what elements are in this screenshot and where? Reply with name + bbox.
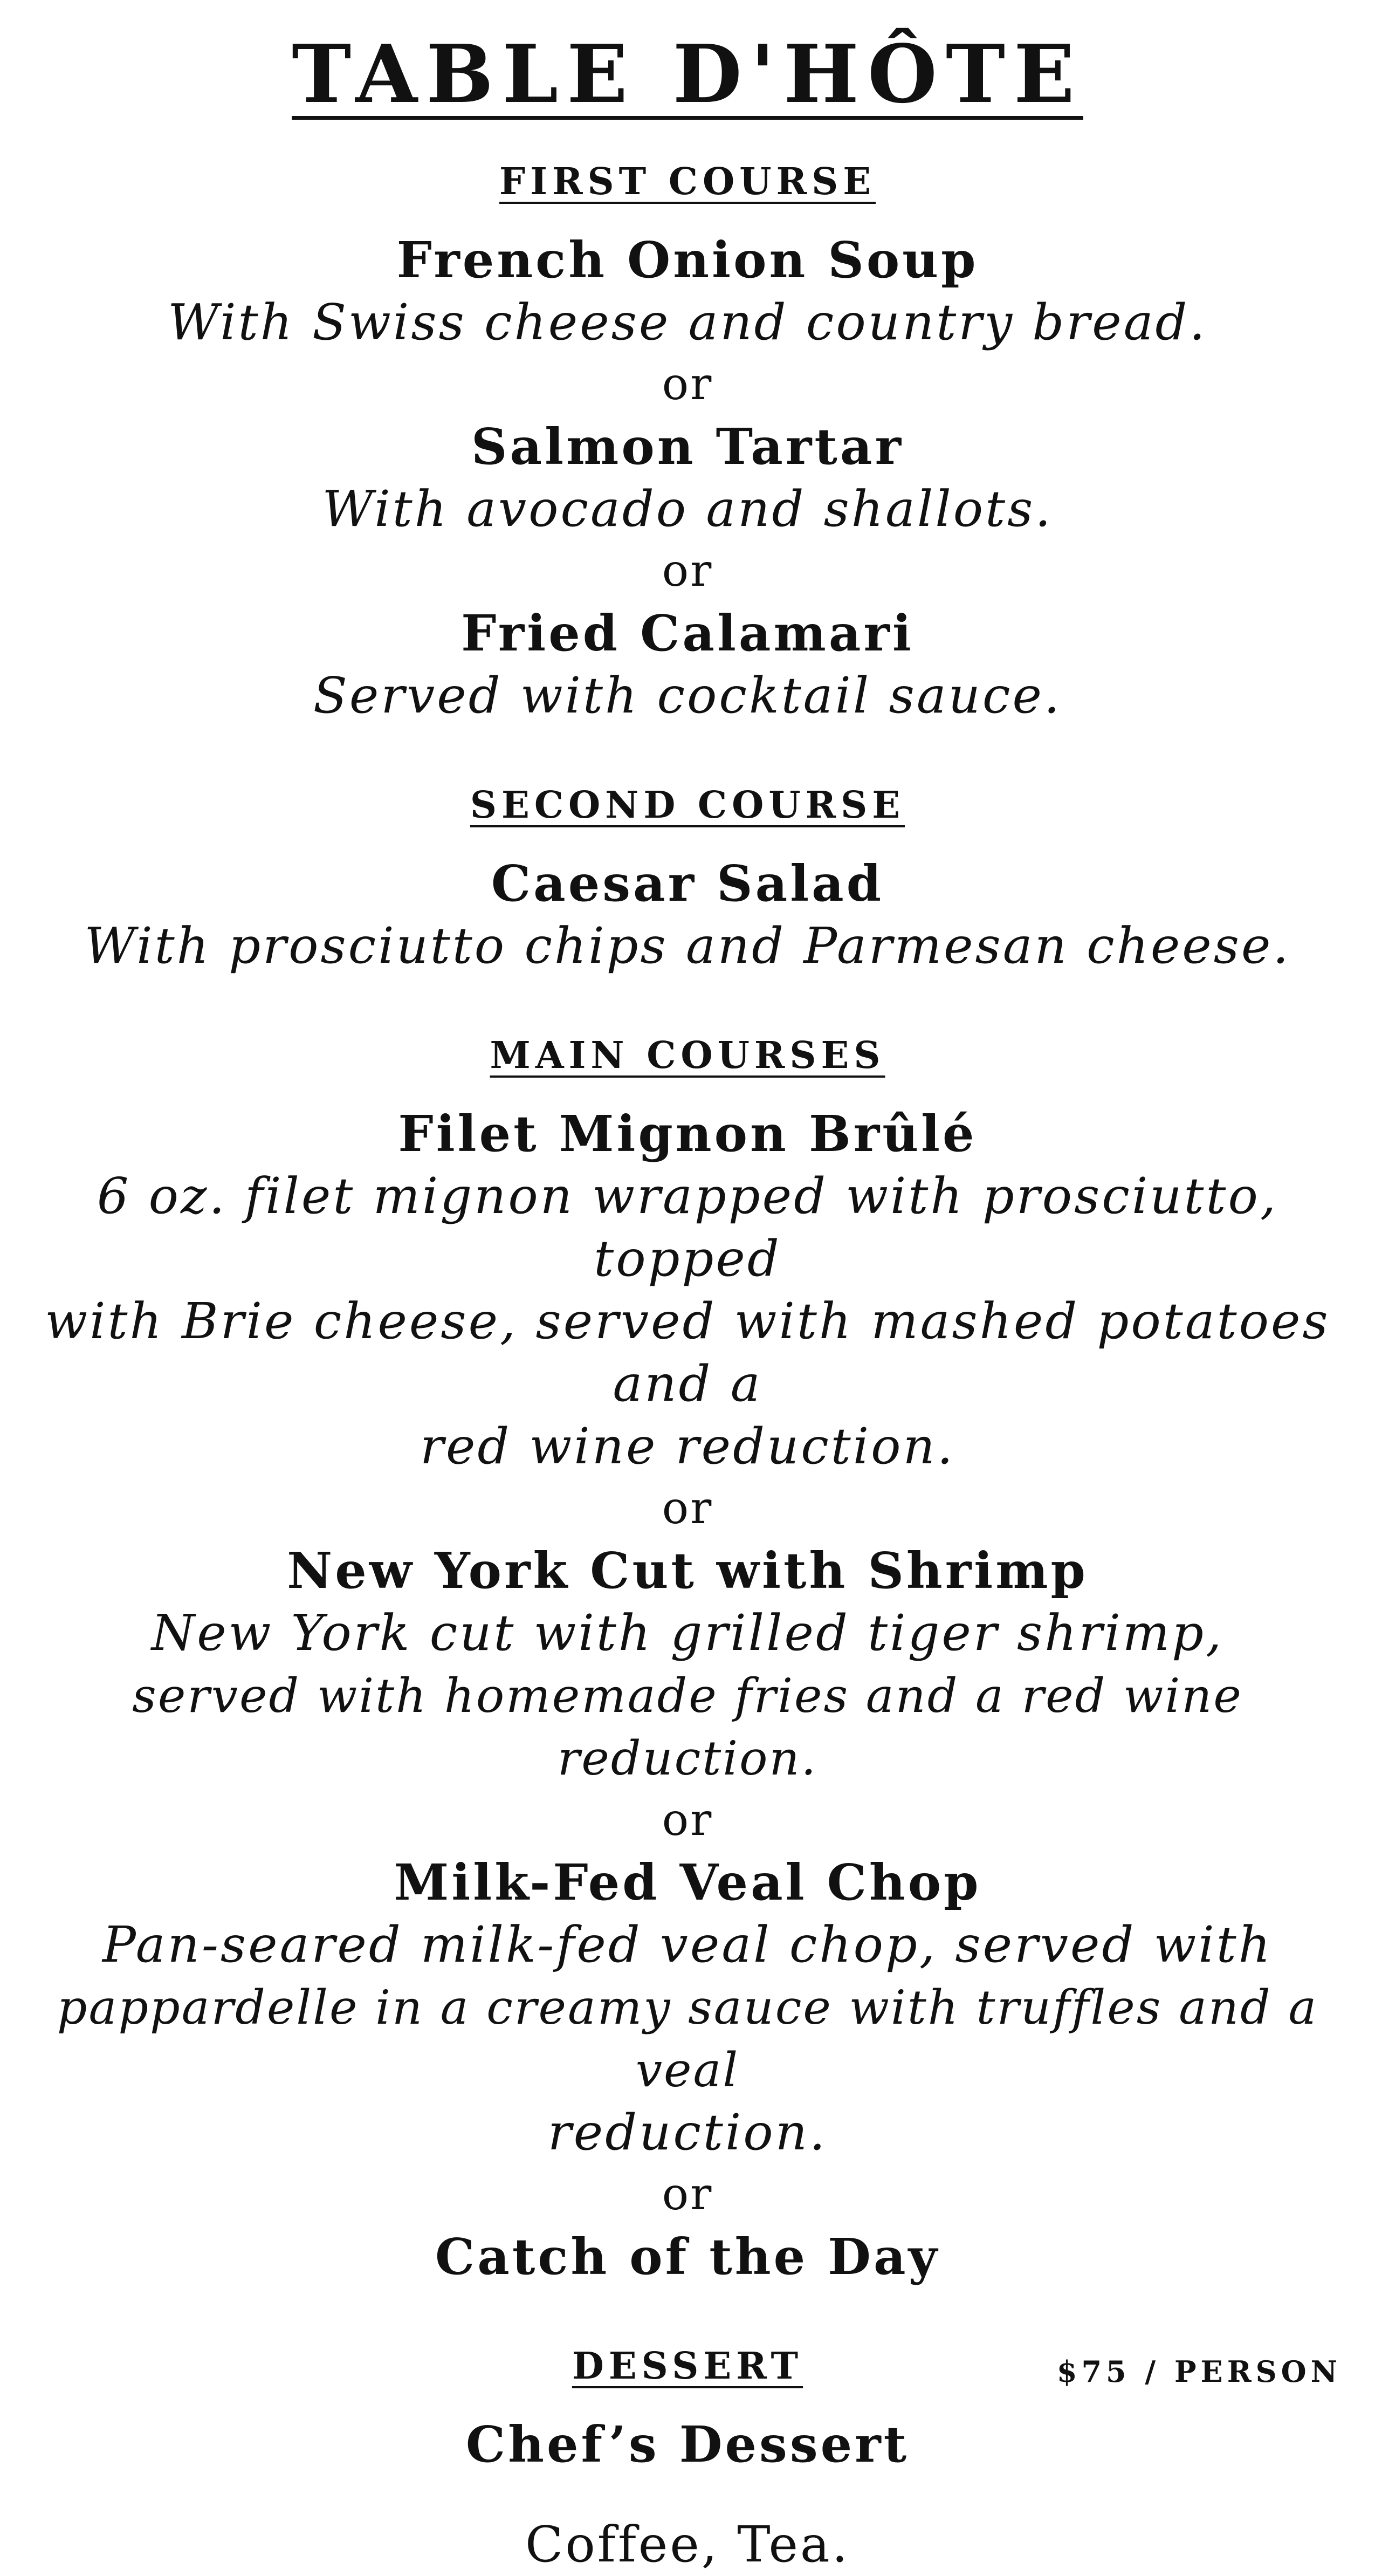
dish-description-line: pappardelle in a creamy sauce with truffles and a veal <box>57 1980 1318 2098</box>
dish-description: With avocado and shallots. <box>322 480 1053 538</box>
section-heading-main-courses: MAIN COURSES <box>490 1034 885 1077</box>
first-course-section <box>0 157 1375 727</box>
dish-name: Filet Mignon Brûlé <box>398 1105 977 1163</box>
dish-name: Salmon Tartar <box>471 417 904 476</box>
main-courses-section <box>0 1031 1375 2288</box>
or-separator: or <box>662 1483 713 1534</box>
dish-name: Fried Calamari <box>461 604 914 662</box>
dish-description-line: 6 oz. filet mignon wrapped with prosciutto, topped <box>97 1167 1278 1287</box>
dish-name: Chef’s Dessert <box>465 2415 910 2474</box>
dish-description-line: New York cut with grilled tiger shrimp, <box>151 1604 1224 1662</box>
beverages-line: Coffee, Tea. <box>525 2516 850 2573</box>
dish-description-line: Pan-seared milk-fed veal chop, served with <box>102 1916 1273 1974</box>
dish-description: With prosciutto chips and Parmesan cheese. <box>84 917 1291 975</box>
dish-description: Served with cocktail sauce. <box>313 667 1062 724</box>
dish-description-line: red wine reduction. <box>420 1417 955 1475</box>
dish-description: With Swiss cheese and country bread. <box>168 293 1207 351</box>
section-heading-second-course: SECOND COURSE <box>470 784 905 827</box>
section-heading-first-course: FIRST COURSE <box>499 160 876 203</box>
dish-name: New York Cut with Shrimp <box>287 1542 1088 1600</box>
dish-description-line: reduction. <box>547 2104 828 2161</box>
price-per-person: $75 / PERSON <box>1056 2354 1342 2389</box>
dish-name: Caesar Salad <box>491 854 884 913</box>
menu-title: TABLE D'HÔTE <box>292 27 1083 121</box>
or-separator: or <box>662 1794 713 1846</box>
dish-name: Catch of the Day <box>435 2228 940 2286</box>
or-separator: or <box>662 359 713 410</box>
dish-name: Milk-Fed Veal Chop <box>394 1853 981 1912</box>
second-course-section <box>0 781 1375 977</box>
or-separator: or <box>662 545 713 597</box>
dish-description-line: served with homemade fries and a red wine reduction. <box>132 1668 1243 1786</box>
or-separator: or <box>662 2169 713 2220</box>
dish-description-line: with Brie cheese, served with mashed potatoes and a <box>45 1292 1330 1413</box>
section-heading-dessert: DESSERT <box>572 2345 803 2388</box>
dish-name: French Onion Soup <box>396 231 979 289</box>
